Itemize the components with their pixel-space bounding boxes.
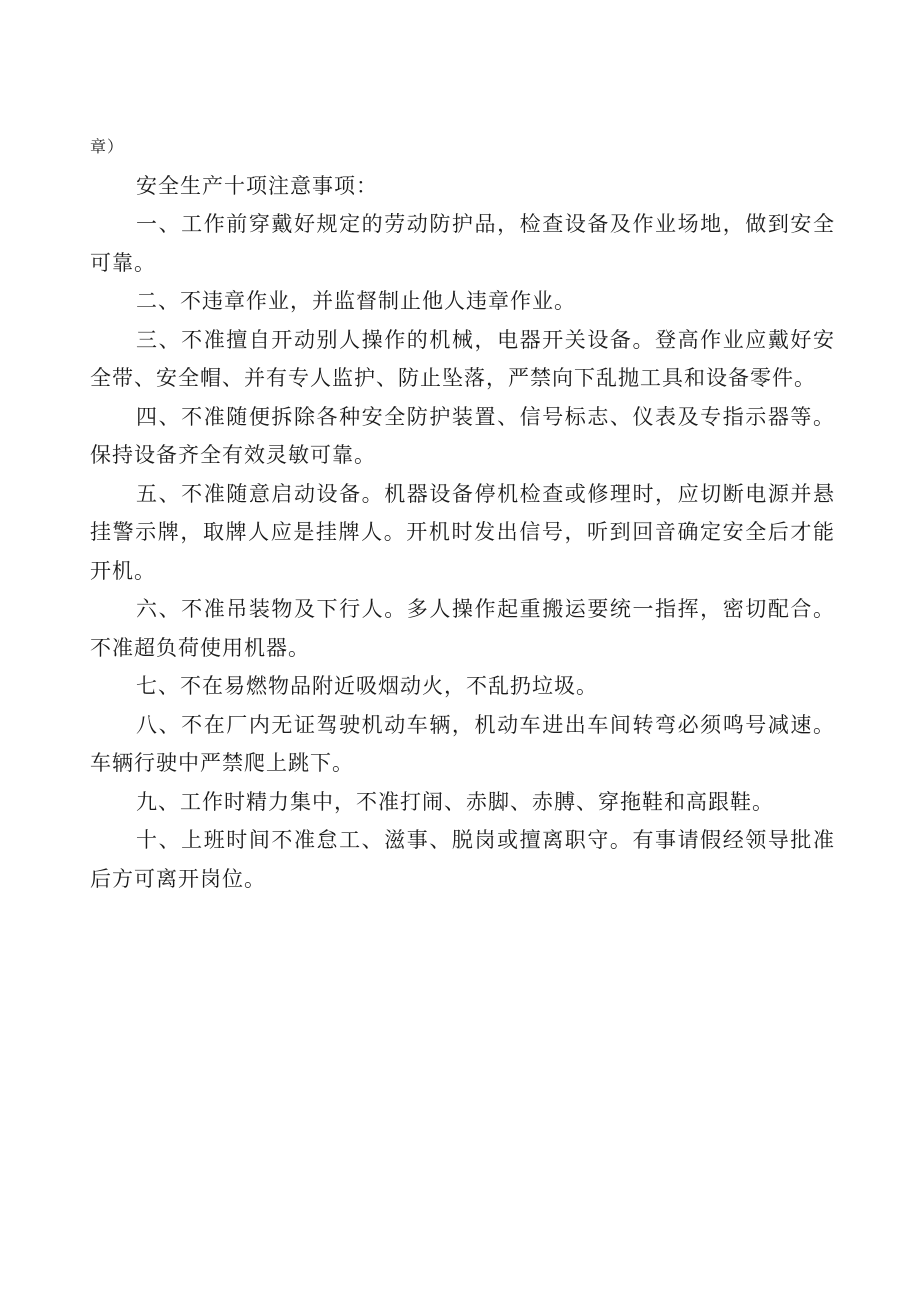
section-heading: 安全生产十项注意事项： xyxy=(136,173,378,198)
rule-item-2: 二、不违章作业，并监督制止他人违章作业。 xyxy=(136,289,576,313)
rule-item-7: 七、不在易燃物品附近吸烟动火，不乱扔垃圾。 xyxy=(136,674,598,698)
rule-item-1: 一、工作前穿戴好规定的劳动防护品，检查设备及作业场地，做到安全可靠。 xyxy=(90,212,835,275)
rule-item-10: 十、上班时间不准怠工、滋事、脱岗或擅离职守。有事请假经领导批准后方可离开岗位。 xyxy=(90,828,835,891)
rule-item-3: 三、不准擅自开动别人操作的机械，电器开关设备。登高作业应戴好安全带、安全帽、并有专人监护、防止坠落，严禁向下乱抛工具和设备零件。 xyxy=(90,327,835,390)
document-body xyxy=(90,128,835,898)
rule-item-6: 六、不准吊装物及下行人。多人操作起重搬运要统一指挥，密切配合。不准超负荷使用机器。 xyxy=(90,597,835,660)
rule-item-5: 五、不准随意启动设备。机器设备停机检查或修理时，应切断电源并悬挂警示牌，取牌人应是挂牌人。开机时发出信号，听到回音确定安全后才能开机。 xyxy=(90,481,835,583)
rule-item-9: 九、工作时精力集中，不准打闹、赤脚、赤膊、穿拖鞋和高跟鞋。 xyxy=(136,789,774,814)
continuation-text: 章） xyxy=(90,137,125,156)
rule-item-8: 八、不在厂内无证驾驶机动车辆，机动车进出车间转弯必须鸣号减速。车辆行驶中严禁爬上跳下。 xyxy=(90,712,835,775)
rule-item-4: 四、不准随便拆除各种安全防护装置、信号标志、仪表及专指示器等。保持设备齐全有效灵敏可靠。 xyxy=(90,404,835,467)
